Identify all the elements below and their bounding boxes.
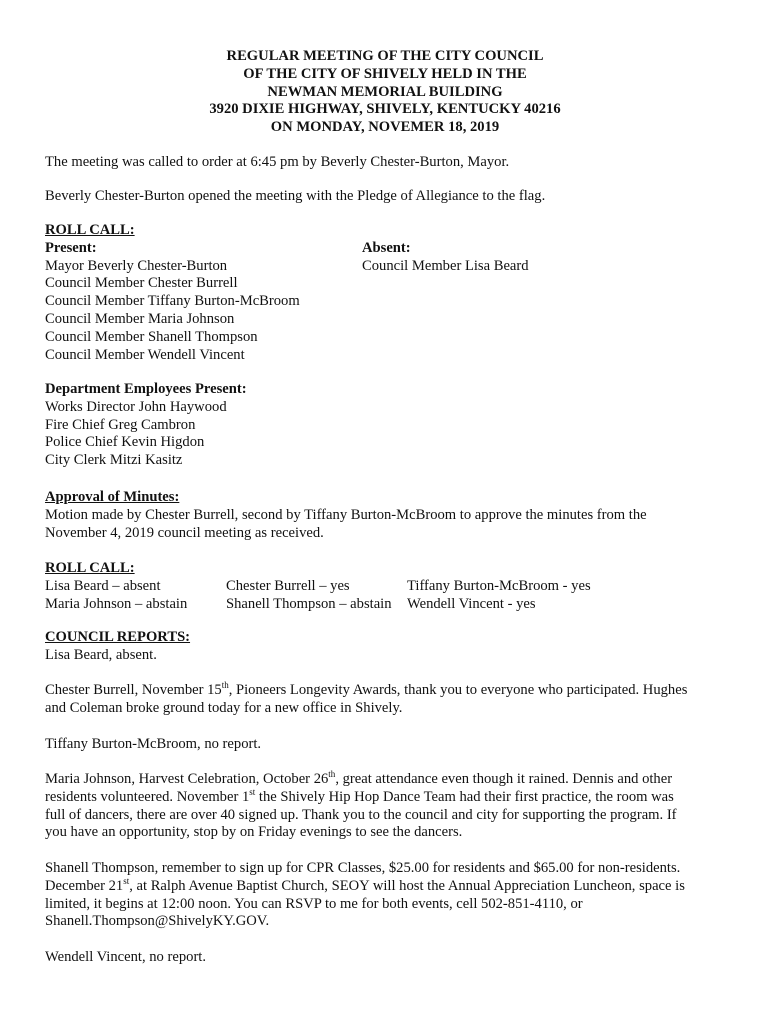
report-line: full of dancers, there are over 40 signed up. Thank you to the council and city for supporting the program. If: [45, 806, 677, 823]
vote-entry: Maria Johnson – abstain: [45, 595, 188, 612]
department-heading: Department Employees Present:: [45, 381, 247, 397]
present-member: Council Member Wendell Vincent: [45, 346, 245, 363]
vote-roll-call-heading: ROLL CALL:: [45, 560, 135, 576]
meeting-header: [0, 48, 770, 137]
present-member: Council Member Tiffany Burton-McBroom: [45, 293, 300, 310]
present-member: Council Member Chester Burrell: [45, 275, 238, 292]
minutes-text: Motion made by Chester Burrell, second by Tiffany Burton-McBroom to approve the minutes from the: [45, 506, 647, 523]
report-text: Maria Johnson, Harvest Celebration, October 26: [45, 771, 329, 787]
department-section: [45, 381, 735, 470]
absent-member: Council Member Lisa Beard: [362, 257, 529, 274]
vote-entry: Chester Burrell – yes: [226, 577, 350, 594]
superscript: th: [221, 680, 229, 691]
employee-item: Police Chief Kevin Higdon: [45, 434, 205, 451]
superscript: st: [123, 875, 130, 886]
pledge-text: Beverly Chester-Burton opened the meeting with the Pledge of Allegiance to the flag.: [45, 188, 546, 204]
council-reports-section: [45, 629, 735, 665]
header-line: ON MONDAY, NOVEMER 18, 2019: [270, 119, 500, 136]
report-line: Shanell Thompson, remember to sign up for CPR Classes, $25.00 for residents and $65.00 for non-residents.: [45, 860, 681, 876]
report-text: , Pioneers Longevity Awards, thank you to everyone who participated. Hughes: [228, 682, 688, 698]
report-vincent: Wendell Vincent, no report.: [45, 949, 207, 965]
vote-entry: Tiffany Burton-McBroom - yes: [407, 577, 591, 594]
superscript: st: [249, 786, 256, 797]
header-line: OF THE CITY OF SHIVELY HELD IN THE: [243, 65, 527, 82]
roll-call-section: [45, 222, 735, 364]
minutes-section: [45, 489, 735, 542]
vote-entry: Shanell Thompson – abstain: [226, 595, 392, 612]
report-thompson: [45, 860, 735, 931]
header-line: 3920 DIXIE HIGHWAY, SHIVELY, KENTUCKY 40216: [209, 101, 561, 118]
report-text: December 21: [45, 877, 124, 894]
council-reports-heading: COUNCIL REPORTS:: [45, 629, 191, 645]
report-line: you have an opportunity, stop by on Friday evenings to see the dancers.: [45, 824, 463, 841]
call-to-order-text: The meeting was called to order at 6:45 pm by Beverly Chester-Burton, Mayor.: [45, 154, 510, 170]
report-text: residents volunteered. November 1: [45, 788, 250, 805]
report-line: [45, 875, 735, 896]
report-beard: Lisa Beard, absent.: [45, 646, 157, 663]
employee-item: Fire Chief Greg Cambron: [45, 416, 196, 433]
report-text: Chester Burrell, November 15: [45, 682, 222, 698]
report-line: [45, 682, 735, 700]
header-line: REGULAR MEETING OF THE CITY COUNCIL: [226, 48, 544, 64]
present-member: Council Member Maria Johnson: [45, 310, 235, 327]
report-text: , great attendance even though it rained. Dennis and other: [335, 771, 673, 787]
vote-entry: Wendell Vincent - yes: [407, 595, 536, 612]
absent-label: Absent:: [362, 239, 411, 256]
report-line: [45, 771, 735, 789]
report-text: the Shively Hip Hop Dance Team had their first practice, the room was: [255, 788, 674, 805]
present-member: Council Member Shanell Thompson: [45, 328, 258, 345]
present-label: Present:: [45, 239, 97, 256]
report-burton-mcbroom: Tiffany Burton-McBroom, no report.: [45, 736, 262, 752]
minutes-text: November 4, 2019 council meeting as received.: [45, 524, 324, 541]
report-johnson: [45, 771, 735, 842]
report-burrell: [45, 682, 735, 718]
employee-item: Works Director John Haywood: [45, 398, 227, 415]
absent-column: [362, 240, 529, 276]
minutes-heading: Approval of Minutes:: [45, 489, 180, 505]
report-line: Shanell.Thompson@ShivelyKY.GOV.: [45, 913, 270, 930]
vote-entry: Lisa Beard – absent: [45, 577, 161, 594]
employee-item: City Clerk Mitzi Kasitz: [45, 452, 183, 469]
present-member: Mayor Beverly Chester-Burton: [45, 257, 228, 274]
report-line: [45, 786, 735, 807]
report-line: limited, it begins at 12:00 noon. You can RSVP to me for both events, cell 502-851-4110, or: [45, 895, 583, 912]
roll-call-heading: ROLL CALL:: [45, 222, 135, 238]
report-text: , at Ralph Avenue Baptist Church, SEOY will host the Annual Appreciation Luncheon, space is: [129, 877, 685, 894]
report-line: and Coleman broke ground today for a new office in Shively.: [45, 699, 403, 716]
vote-roll-call-section: [45, 560, 735, 620]
header-line: NEWMAN MEMORIAL BUILDING: [267, 83, 503, 100]
superscript: th: [328, 769, 336, 780]
